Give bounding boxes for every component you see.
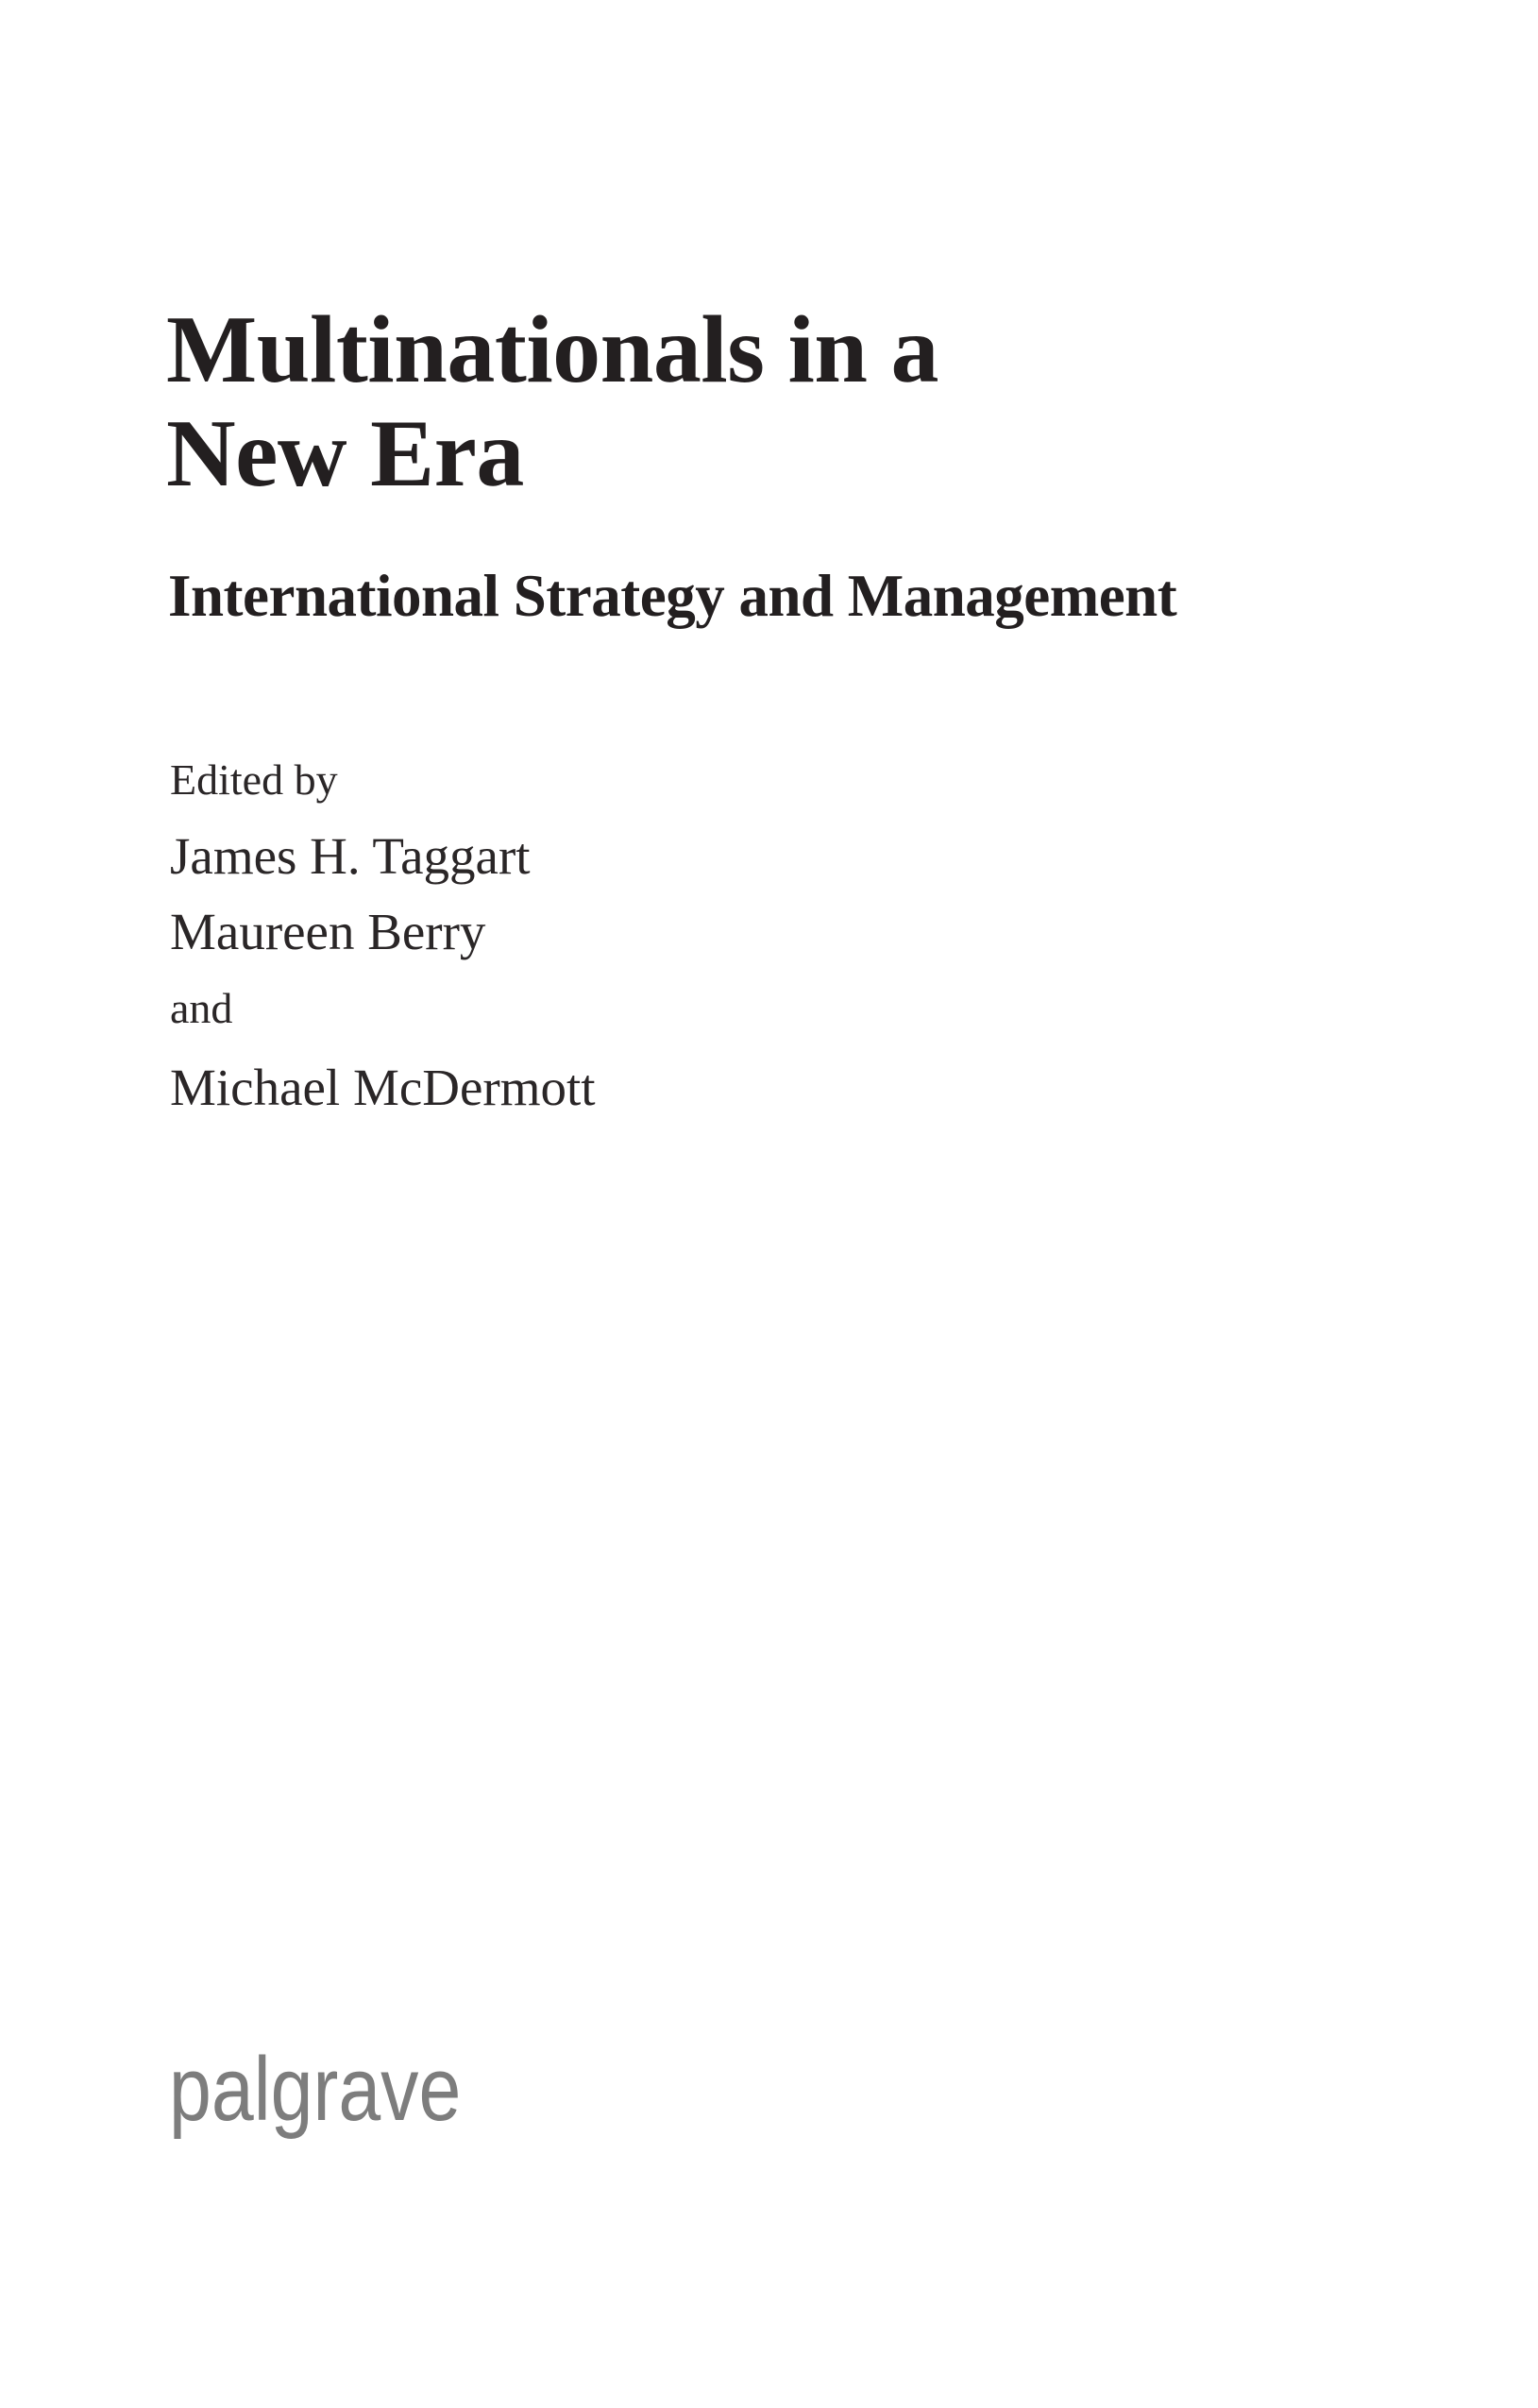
editor-name-1: James H. Taggart bbox=[170, 827, 531, 885]
editors-block bbox=[170, 754, 596, 1119]
book-title-line-2: New Era bbox=[166, 400, 524, 507]
editor-name-3: Michael McDermott bbox=[170, 1059, 596, 1116]
book-subtitle: International Strategy and Management bbox=[168, 563, 1177, 629]
and-label: and bbox=[170, 984, 233, 1032]
editor-name-2: Maureen Berry bbox=[170, 903, 486, 960]
edited-by-label: Edited by bbox=[170, 755, 338, 804]
palgrave-publisher-logo: palgrave bbox=[169, 2039, 462, 2140]
book-title-line-1: Multinationals in a bbox=[166, 297, 939, 403]
book-title bbox=[166, 298, 938, 506]
